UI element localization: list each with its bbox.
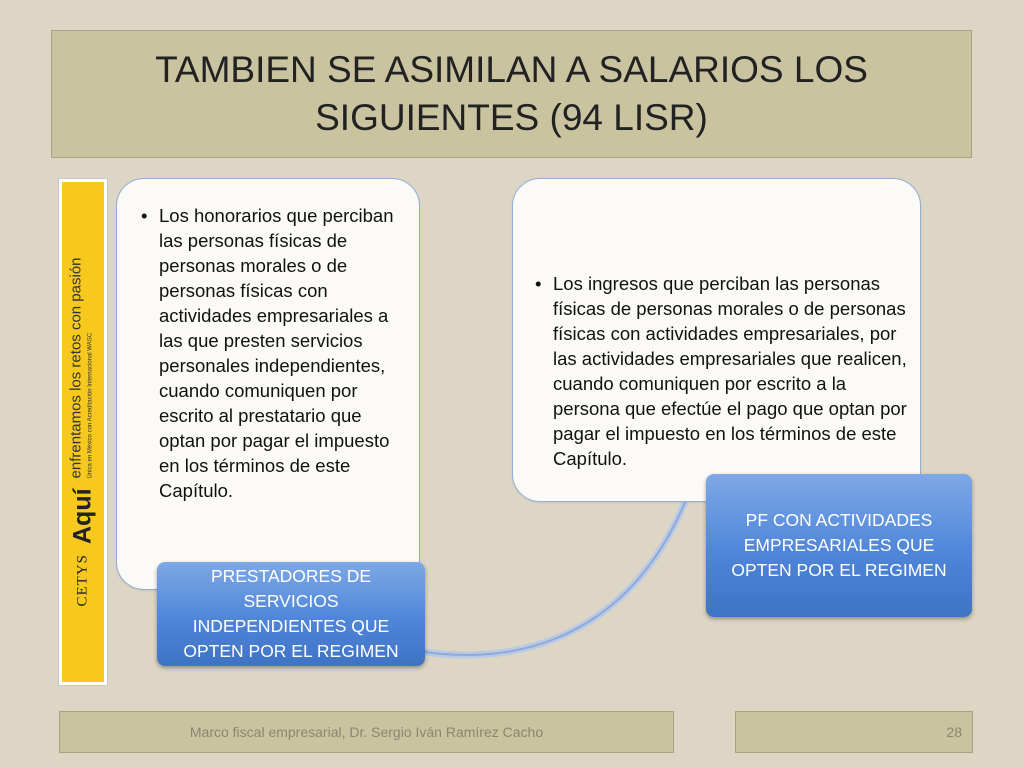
title-band xyxy=(51,30,972,158)
connector-arc-outline xyxy=(425,490,690,655)
banner-headline: Aquí xyxy=(68,488,97,544)
right-content-card xyxy=(512,178,921,502)
right-label-box xyxy=(706,474,972,617)
footer-text: Marco fiscal empresarial, Dr. Sergio Iván Ramírez Cacho xyxy=(189,724,544,740)
slide-title: TAMBIEN SE ASIMILAN A SALARIOS LOS SIGUIENTES (94 LISR) xyxy=(155,49,868,138)
left-label-text: PRESTADORES DE SERVICIOS INDEPENDIENTES QUE OPTEN POR EL REGIMEN xyxy=(183,566,399,661)
connector-arc-path xyxy=(425,490,690,655)
left-content-card xyxy=(116,178,420,590)
banner-tagline: Única en México con Acreditación Internacional WASC xyxy=(87,332,93,479)
banner-text-group xyxy=(69,257,98,606)
left-label-box xyxy=(157,562,425,666)
banner-lines xyxy=(69,257,97,478)
cetys-banner xyxy=(58,178,108,686)
left-card-bullet: • Los honorarios que perciban las personas físicas de personas morales o de personas físicas con actividades empresariales a las que presten servicios personales independientes, cuando comuniquen por escrito al prestatario que optan por pagar el impuesto en los términos de este Capítulo. xyxy=(141,203,399,503)
banner-slogan: enfrentamos los retos con pasión xyxy=(67,257,84,479)
footer-page-box xyxy=(735,711,973,753)
right-label-text: PF CON ACTIVIDADES EMPRESARIALES QUE OPTEN POR EL REGIMEN xyxy=(731,510,947,580)
right-card-bullet: • Los ingresos que perciban las personas físicas de personas morales o de personas físicas con actividades empresariales, por las actividades empresariales que realicen, cuando comuniquen por escrito a la persona que efectúe el pago que optan por pagar el impuesto en los términos de este Capítulo. xyxy=(535,271,915,471)
footer-text-box xyxy=(59,711,674,753)
cetys-logo: CETYS xyxy=(74,554,91,607)
page-number: 28 xyxy=(946,724,962,740)
